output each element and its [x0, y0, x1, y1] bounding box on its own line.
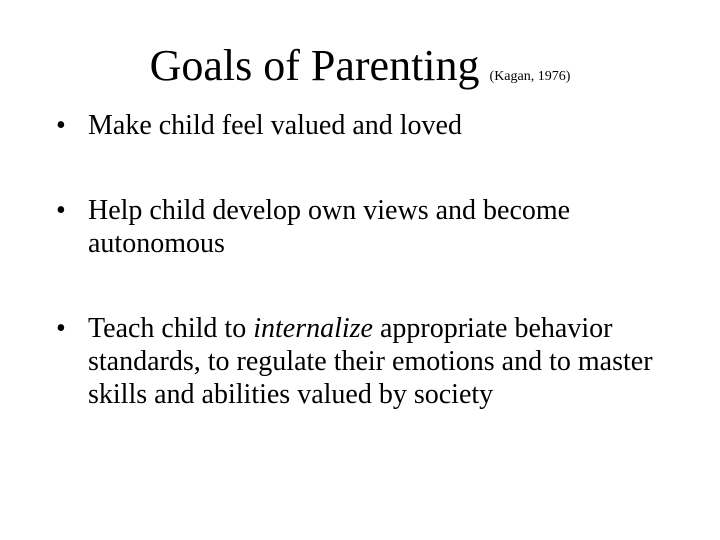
bullet-marker-icon: •: [56, 195, 66, 226]
bullet-marker-icon: •: [56, 110, 66, 141]
slide-title-row: [0, 38, 720, 94]
bullet-item-3: [56, 312, 696, 411]
bullet-emphasis: internalize: [253, 313, 373, 344]
slide-title: Goals of Parenting: [149, 41, 480, 90]
bullet-item-2: [56, 194, 696, 260]
title-citation: (Kagan, 1976): [489, 69, 571, 84]
bullet-text-before: Teach child to: [88, 313, 254, 344]
bullet-text: Make child feel valued and loved: [88, 110, 462, 141]
bullet-text: Help child develop own views and become autonomous: [88, 195, 571, 259]
bullet-list: [56, 109, 696, 411]
bullet-item-1: [56, 109, 696, 142]
bullet-text-after: appropriate behavior standards, to regulate their emotions and to master skills and abilities valued by society: [88, 313, 653, 410]
bullet-marker-icon: •: [56, 313, 66, 344]
